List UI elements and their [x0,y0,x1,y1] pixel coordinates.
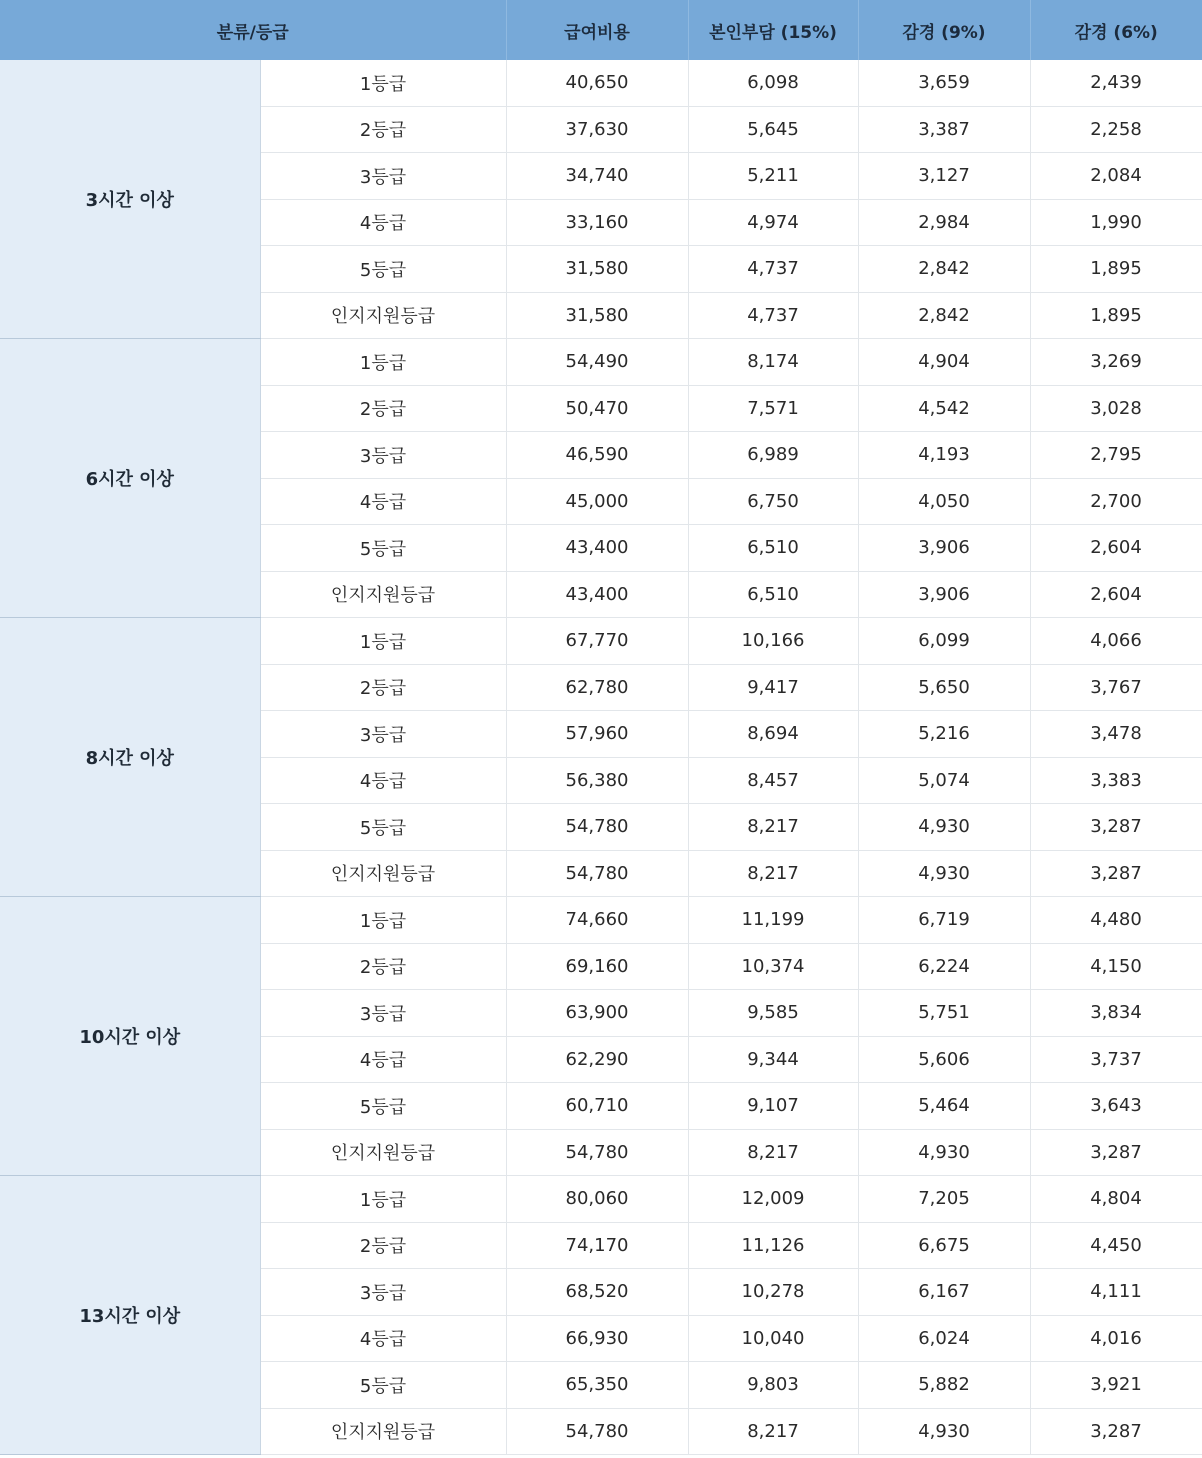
copay-cell: 9,803 [688,1362,858,1409]
reduction-9-cell: 5,074 [858,757,1030,804]
reduction-9-cell: 6,719 [858,897,1030,944]
reduction-6-cell: 3,643 [1030,1083,1202,1130]
grade-cell: 1등급 [260,618,506,665]
reduction-9-cell: 6,675 [858,1222,1030,1269]
reduction-6-cell: 2,700 [1030,478,1202,525]
reduction-6-cell: 3,921 [1030,1362,1202,1409]
copay-cell: 10,374 [688,943,858,990]
benefit-cost-cell: 34,740 [506,153,688,200]
category-cell: 8시간 이상 [0,618,260,897]
reduction-6-cell: 3,287 [1030,1129,1202,1176]
grade-cell: 인지지원등급 [260,850,506,897]
reduction-9-cell: 3,906 [858,571,1030,618]
header-copay: 본인부담 (15%) [688,0,858,60]
reduction-6-cell: 3,287 [1030,1408,1202,1455]
grade-cell: 5등급 [260,804,506,851]
reduction-6-cell: 4,480 [1030,897,1202,944]
copay-cell: 9,107 [688,1083,858,1130]
reduction-9-cell: 4,193 [858,432,1030,479]
benefit-cost-cell: 43,400 [506,571,688,618]
reduction-6-cell: 2,795 [1030,432,1202,479]
reduction-6-cell: 3,834 [1030,990,1202,1037]
benefit-cost-cell: 62,290 [506,1036,688,1083]
grade-cell: 2등급 [260,385,506,432]
reduction-6-cell: 4,450 [1030,1222,1202,1269]
copay-cell: 8,217 [688,1408,858,1455]
benefit-cost-cell: 67,770 [506,618,688,665]
copay-cell: 5,645 [688,106,858,153]
reduction-9-cell: 4,930 [858,1129,1030,1176]
reduction-9-cell: 5,882 [858,1362,1030,1409]
benefit-cost-cell: 54,780 [506,1129,688,1176]
table-row [0,339,1202,386]
reduction-9-cell: 5,464 [858,1083,1030,1130]
benefit-cost-cell: 31,580 [506,292,688,339]
reduction-9-cell: 6,099 [858,618,1030,665]
grade-cell: 1등급 [260,1176,506,1223]
grade-cell: 3등급 [260,432,506,479]
grade-cell: 3등급 [260,1269,506,1316]
reduction-6-cell: 3,737 [1030,1036,1202,1083]
copay-cell: 8,217 [688,850,858,897]
reduction-6-cell: 2,084 [1030,153,1202,200]
reduction-6-cell: 4,066 [1030,618,1202,665]
copay-cell: 8,457 [688,757,858,804]
grade-cell: 4등급 [260,1315,506,1362]
benefit-cost-cell: 60,710 [506,1083,688,1130]
benefit-cost-cell: 54,780 [506,804,688,851]
reduction-9-cell: 4,930 [858,1408,1030,1455]
grade-cell: 4등급 [260,199,506,246]
reduction-6-cell: 2,604 [1030,571,1202,618]
reduction-9-cell: 5,650 [858,664,1030,711]
reduction-9-cell: 3,906 [858,525,1030,572]
reduction-6-cell: 1,895 [1030,246,1202,293]
benefit-cost-cell: 80,060 [506,1176,688,1223]
grade-cell: 2등급 [260,664,506,711]
benefit-cost-cell: 62,780 [506,664,688,711]
benefit-cost-cell: 66,930 [506,1315,688,1362]
reduction-9-cell: 4,050 [858,478,1030,525]
grade-cell: 2등급 [260,1222,506,1269]
benefit-cost-cell: 43,400 [506,525,688,572]
table-header [0,0,1202,60]
reduction-6-cell: 3,269 [1030,339,1202,386]
copay-cell: 6,989 [688,432,858,479]
copay-cell: 8,694 [688,711,858,758]
benefit-cost-cell: 74,170 [506,1222,688,1269]
category-cell: 10시간 이상 [0,897,260,1176]
benefit-cost-cell: 31,580 [506,246,688,293]
grade-cell: 3등급 [260,711,506,758]
grade-cell: 인지지원등급 [260,1129,506,1176]
reduction-6-cell: 3,383 [1030,757,1202,804]
copay-cell: 8,174 [688,339,858,386]
grade-cell: 5등급 [260,1362,506,1409]
table-row [0,618,1202,665]
grade-cell: 1등급 [260,60,506,106]
table-body [0,60,1202,1455]
copay-cell: 6,510 [688,525,858,572]
reduction-6-cell: 1,895 [1030,292,1202,339]
reduction-9-cell: 4,930 [858,804,1030,851]
table-row [0,897,1202,944]
copay-cell: 4,737 [688,292,858,339]
reduction-6-cell: 3,287 [1030,804,1202,851]
reduction-9-cell: 2,842 [858,292,1030,339]
header-reduction-6: 감경 (6%) [1030,0,1202,60]
reduction-6-cell: 2,604 [1030,525,1202,572]
reduction-9-cell: 3,127 [858,153,1030,200]
reduction-6-cell: 3,287 [1030,850,1202,897]
reduction-9-cell: 5,216 [858,711,1030,758]
reduction-6-cell: 2,439 [1030,60,1202,106]
reduction-9-cell: 6,167 [858,1269,1030,1316]
benefit-cost-cell: 40,650 [506,60,688,106]
copay-cell: 10,166 [688,618,858,665]
grade-cell: 3등급 [260,990,506,1037]
copay-cell: 10,278 [688,1269,858,1316]
reduction-6-cell: 3,767 [1030,664,1202,711]
header-row [0,0,1202,60]
grade-cell: 4등급 [260,757,506,804]
copay-cell: 8,217 [688,1129,858,1176]
header-benefit-cost: 급여비용 [506,0,688,60]
grade-cell: 인지지원등급 [260,571,506,618]
reduction-9-cell: 2,984 [858,199,1030,246]
reduction-9-cell: 5,751 [858,990,1030,1037]
reduction-9-cell: 4,930 [858,850,1030,897]
grade-cell: 4등급 [260,478,506,525]
reduction-6-cell: 2,258 [1030,106,1202,153]
reduction-9-cell: 3,659 [858,60,1030,106]
benefit-cost-cell: 74,660 [506,897,688,944]
table-row [0,60,1202,106]
category-cell: 3시간 이상 [0,60,260,339]
benefit-cost-cell: 50,470 [506,385,688,432]
reduction-9-cell: 4,904 [858,339,1030,386]
benefit-cost-cell: 57,960 [506,711,688,758]
benefit-cost-cell: 54,780 [506,1408,688,1455]
copay-cell: 7,571 [688,385,858,432]
copay-cell: 10,040 [688,1315,858,1362]
grade-cell: 1등급 [260,339,506,386]
benefit-cost-cell: 37,630 [506,106,688,153]
copay-cell: 11,199 [688,897,858,944]
header-category-grade: 분류/등급 [0,0,506,60]
grade-cell: 1등급 [260,897,506,944]
reduction-9-cell: 5,606 [858,1036,1030,1083]
copay-cell: 9,417 [688,664,858,711]
category-cell: 6시간 이상 [0,339,260,618]
grade-cell: 4등급 [260,1036,506,1083]
benefit-cost-cell: 46,590 [506,432,688,479]
copay-cell: 8,217 [688,804,858,851]
benefit-cost-cell: 54,780 [506,850,688,897]
grade-cell: 5등급 [260,246,506,293]
copay-cell: 4,737 [688,246,858,293]
reduction-9-cell: 6,024 [858,1315,1030,1362]
benefit-cost-cell: 69,160 [506,943,688,990]
header-reduction-9: 감경 (9%) [858,0,1030,60]
reduction-9-cell: 3,387 [858,106,1030,153]
copay-cell: 9,585 [688,990,858,1037]
reduction-6-cell: 3,028 [1030,385,1202,432]
benefit-cost-cell: 33,160 [506,199,688,246]
grade-cell: 인지지원등급 [260,292,506,339]
grade-cell: 2등급 [260,943,506,990]
table-row [0,1176,1202,1223]
reduction-6-cell: 4,016 [1030,1315,1202,1362]
benefit-cost-cell: 68,520 [506,1269,688,1316]
reduction-9-cell: 6,224 [858,943,1030,990]
reduction-6-cell: 4,804 [1030,1176,1202,1223]
copay-cell: 12,009 [688,1176,858,1223]
benefit-cost-cell: 56,380 [506,757,688,804]
reduction-6-cell: 4,111 [1030,1269,1202,1316]
reduction-6-cell: 4,150 [1030,943,1202,990]
copay-cell: 4,974 [688,199,858,246]
benefit-cost-cell: 54,490 [506,339,688,386]
benefit-cost-cell: 63,900 [506,990,688,1037]
reduction-9-cell: 2,842 [858,246,1030,293]
copay-cell: 11,126 [688,1222,858,1269]
reduction-9-cell: 4,542 [858,385,1030,432]
copay-cell: 9,344 [688,1036,858,1083]
benefit-cost-cell: 65,350 [506,1362,688,1409]
category-cell: 13시간 이상 [0,1176,260,1455]
copay-cell: 6,098 [688,60,858,106]
grade-cell: 5등급 [260,1083,506,1130]
copay-cell: 6,750 [688,478,858,525]
grade-cell: 3등급 [260,153,506,200]
grade-cell: 5등급 [260,525,506,572]
grade-cell: 인지지원등급 [260,1408,506,1455]
reduction-6-cell: 3,478 [1030,711,1202,758]
reduction-9-cell: 7,205 [858,1176,1030,1223]
copay-cell: 5,211 [688,153,858,200]
copay-cell: 6,510 [688,571,858,618]
grade-cell: 2등급 [260,106,506,153]
reduction-6-cell: 1,990 [1030,199,1202,246]
benefit-cost-cell: 45,000 [506,478,688,525]
